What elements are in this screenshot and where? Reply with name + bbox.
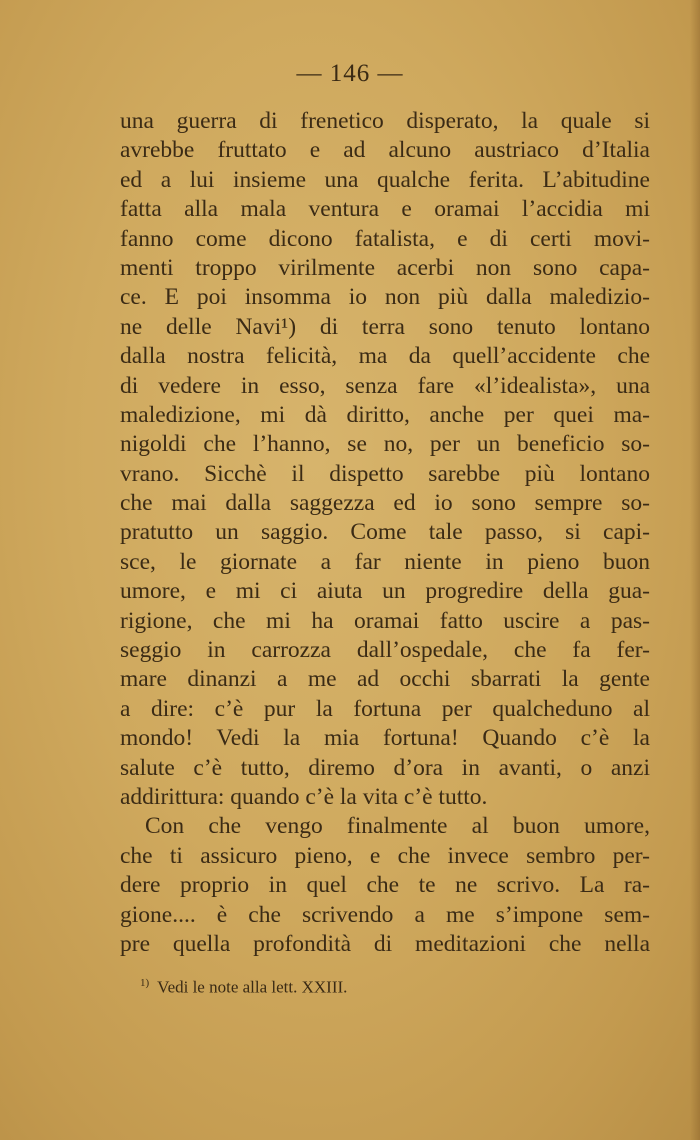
text-line: vrano. Sicchè il dispetto sarebbe più lontano: [120, 460, 650, 487]
text-line: nigoldi che l’hanno, se no, per un beneficio so-: [120, 431, 650, 458]
text-line: mare dinanzi a me ad occhi sbarrati la gente: [120, 666, 650, 693]
text-line: che ti assicuro pieno, e che invece sembro per-: [120, 842, 650, 869]
text-line: mondo! Vedi la mia fortuna! Quando c’è la: [120, 725, 650, 752]
text-line: di vedere in esso, senza fare «l’idealista», una: [120, 372, 650, 399]
text-line: a dire: c’è pur la fortuna per qualcheduno al: [120, 695, 650, 722]
text-line: dalla nostra felicità, ma da quell’accidente che: [120, 343, 650, 370]
text-line: ed a lui insieme una qualche ferita. L’abitudine: [120, 166, 650, 193]
page-number-header: — 146 —: [296, 60, 404, 87]
text-line: una guerra di frenetico disperato, la quale si: [120, 108, 650, 134]
text-line: seggio in carrozza dall’ospedale, che fa fer-: [120, 637, 650, 664]
footnote-mark: 1): [140, 977, 150, 989]
text-line: gione.... è che scrivendo a me s’impone sem-: [120, 901, 650, 928]
body-text: [120, 107, 650, 959]
text-line: menti troppo virilmente acerbi non sono capa-: [120, 254, 650, 281]
text-line-paragraph-start: Con che vengo finalmente al buon umore,: [145, 813, 650, 840]
text-line: pre quella profondità di meditazioni che nella: [120, 930, 650, 957]
text-line: avrebbe fruttato e ad alcuno austriaco d’Italia: [120, 137, 650, 164]
text-line-paragraph-end: addirittura: quando c’è la vita c’è tutto.: [120, 783, 488, 810]
text-line: rigione, che mi ha oramai fatto uscire a pas-: [120, 607, 650, 634]
text-line: fatta alla mala ventura e oramai l’accidia mi: [120, 196, 650, 223]
text-line: maledizione, mi dà diritto, anche per quei ma-: [120, 401, 650, 428]
text-line: dere proprio in quel che te ne scrivo. La ra-: [120, 872, 650, 899]
text-line: salute c’è tutto, diremo d’ora in avanti, o anzi: [120, 754, 650, 781]
text-line: sce, le giornate a far niente in pieno buon: [120, 548, 650, 575]
text-line: umore, e mi ci aiuta un progredire della gua-: [120, 578, 650, 605]
text-line: fanno come dicono fatalista, e di certi movi-: [120, 225, 650, 252]
text-line: ne delle Navi¹) di terra sono tenuto lontano: [120, 313, 650, 340]
text-line: che mai dalla saggezza ed io sono sempre so-: [120, 490, 650, 517]
text-line: ce. E poi insomma io non più dalla maledizio-: [120, 284, 650, 311]
footnote-text: Vedi le note alla lett. XXIII.: [157, 977, 348, 997]
footnote: [140, 972, 347, 999]
page-edge-shadow: [690, 0, 700, 1140]
text-line: pratutto un saggio. Come tale passo, si capi-: [120, 519, 650, 546]
